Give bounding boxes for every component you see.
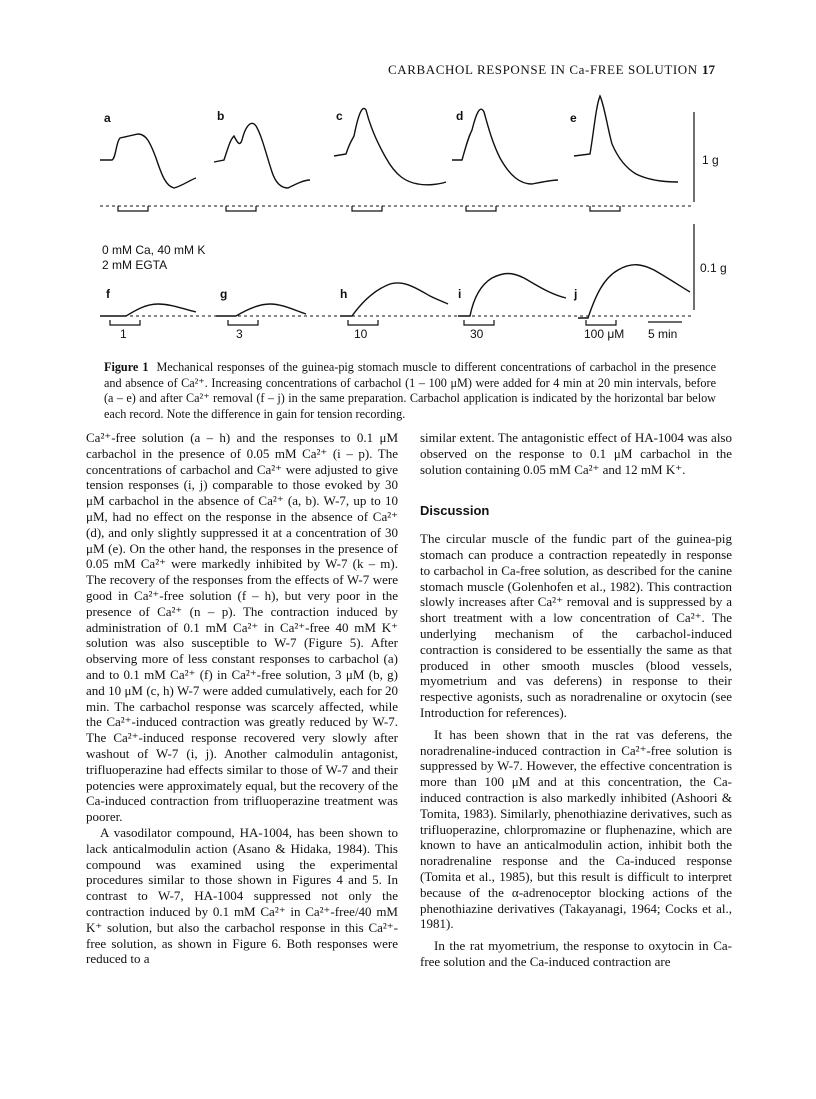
right-paragraph-2: The circular muscle of the fundic part of the guinea-pig stomach can produce a contraction repeatedly in response to carbachol in Ca-free solution, as described for the canine stomach muscle (Golenhofen et al., 1982). This contraction slowly increases after Ca²⁺ removal and is suppressed by a short treatment with a low concentration of Ca²⁺. The underlying mechanism of the carbachol-induced contraction is considered to be essentially the same as that produced in other smooth muscles (blood vessels, myometrium and vas deferens) in response to their respective agonists, such as noradrenaline or oxytocin (see Introduction for references).	[420, 531, 732, 720]
gain-label-bottom: 0.1 g	[700, 261, 727, 275]
panel-label-a: a	[104, 111, 111, 125]
left-paragraph-1: Ca²⁺-free solution (a – h) and the responses to 0.1 μM carbachol in the presence of 0.05 mM Ca²⁺ (i – p). The concentrations of carbachol and Ca²⁺ were adjusted to give tension responses (i, j) comparable to those evoked by 30 μM carbachol in the absence of Ca²⁺ (a, b). W-7, up to 10 μM, had no effect on the response in the absence of Ca²⁺ (d), and only slightly suppressed it at a concentration of 30 μM (e). On the other hand, the responses in the presence of 0.05 mM Ca²⁺ were markedly inhibited by W-7 (k – m). The recovery of the responses from the effects of W-7 were good in Ca²⁺-free solution (f – h), but very poor in the presence of Ca²⁺ (n – p). The contraction induced by administration of 0.1 mM Ca²⁺ in Ca²⁺-free 40 mM K⁺ solution was also susceptible to W-7 (Figure 5). After observing more of less constant responses to carbachol (a) and to 0.1 mM Ca²⁺ (f) in Ca²⁺-free solution, 3 μM (b, g) and 10 μM (c, h) W-7 were added cumulatively, each for 20 min. The carbachol response was scarcely affected, while the Ca²⁺-induced contraction was greatly reduced by W-7. The Ca²⁺-induced response recovered very slowly after washout of W-7 (i, j). Another calmodulin antagonist, trifluoperazine had effects similar to those of W-7 and their potencies were approximately equal, but the recovery of the Ca-induced contraction from trifluoperazine treatment was poorer.	[86, 430, 398, 825]
conc-label-i: 30	[470, 327, 484, 341]
panel-label-d: d	[456, 109, 464, 123]
condition-label-2: 2 mM EGTA	[102, 258, 168, 272]
trace-b	[214, 123, 310, 188]
figure-1-traces	[96, 96, 736, 356]
appbar-j	[586, 320, 616, 325]
appbar-f	[110, 320, 140, 325]
conc-label-j: 100 μM	[584, 327, 625, 341]
right-paragraph-1: similar extent. The antagonistic effect of HA-1004 was also observed on the response to 0.1 μM carbachol in the solution containing 0.05 mM Ca²⁺ and 12 mM K⁺.	[420, 430, 732, 477]
appbar-h	[348, 320, 378, 325]
trace-a	[100, 134, 196, 188]
appbar-a	[118, 206, 148, 211]
time-scale-label: 5 min	[648, 327, 678, 341]
left-paragraph-2: A vasodilator compound, HA-1004, has been shown to lack anticalmodulin action (Asano & Hidaka, 1984). This compound was examined using the experimental procedures similar to those shown in Figures 4 and 5. In contrast to W-7, HA-1004 suppressed not only the contraction induced by 0.1 mM Ca²⁺ in Ca²⁺-free/40 mM K⁺ solution, but also the carbachol response in this Ca²⁺-free solution, as shown in Figure 6. Both responses were reduced to a	[86, 824, 398, 967]
appbar-b	[226, 206, 256, 211]
appbar-e	[590, 206, 620, 211]
appbar-g	[228, 320, 258, 325]
figure-caption	[104, 360, 716, 422]
conc-label-h: 10	[354, 327, 368, 341]
gain-label-top: 1 g	[702, 153, 719, 167]
left-column	[86, 430, 398, 967]
trace-h	[340, 283, 448, 316]
trace-e	[574, 96, 678, 182]
condition-label-1: 0 mM Ca, 40 mM K	[102, 243, 206, 257]
trace-g	[216, 304, 306, 316]
panel-label-f: f	[106, 287, 110, 301]
section-heading-discussion: Discussion	[420, 503, 490, 519]
page-number: 17	[702, 62, 715, 77]
running-header	[0, 62, 816, 82]
panel-label-e: e	[570, 111, 577, 125]
panel-label-g: g	[220, 287, 228, 301]
right-column	[420, 430, 732, 970]
panel-label-b: b	[217, 109, 225, 123]
trace-c	[334, 108, 446, 184]
figure-1	[96, 96, 736, 356]
conc-label-f: 1	[120, 327, 127, 341]
panel-label-c: c	[336, 109, 343, 123]
trace-f	[100, 304, 196, 316]
panel-label-i: i	[458, 287, 462, 301]
conc-label-g: 3	[236, 327, 243, 341]
right-paragraph-3: It has been shown that in the rat vas deferens, the noradrenaline-induced contraction in Ca²⁺-free solution is suppressed by W-7. However, the effective concentration is more than 100 μM and at this concentration, the Ca-induced contraction is also markedly inhibited (Ashoori & Tomita, 1983). Similarly, phenothiazine derivatives, such as trifluoperazine, chlorpromazine or fluphenazine, which are known to have an anticalmodulin action, inhibit both the noradrenaline response and the Ca-induced response (Tomita et al., 1985), but this result is difficult to interpret because of the α-adrenoceptor blocking actions of the phenothiazine derivatives (Takayanagi, 1964; Cocks et al., 1981).	[420, 726, 732, 932]
right-paragraph-4: In the rat myometrium, the response to oxytocin in Ca-free solution and the Ca-induced contraction are	[420, 938, 732, 969]
caption-text: Mechanical responses of the guinea-pig stomach muscle to different concentrations of carbachol in the presence and absence of Ca²⁺. Increasing concentrations of carbachol (1 – 100 μM) were added for 4 min at 20 min intervals, before (a – e) and after Ca²⁺ removal (f – j) in the same preparation. Carbachol application is indicated by the horizontal bar below each record. Note the difference in gain for tension recording.	[104, 360, 716, 421]
caption-label: Figure 1	[104, 360, 149, 374]
running-title: CARBACHOL RESPONSE IN Ca-FREE SOLUTION	[388, 62, 698, 77]
panel-label-j: j	[574, 287, 578, 301]
appbar-d	[466, 206, 496, 211]
appbar-i	[464, 320, 494, 325]
trace-i	[458, 274, 566, 317]
panel-label-h: h	[340, 287, 348, 301]
appbar-c	[352, 206, 382, 211]
trace-j	[578, 265, 690, 318]
trace-d	[452, 109, 558, 184]
